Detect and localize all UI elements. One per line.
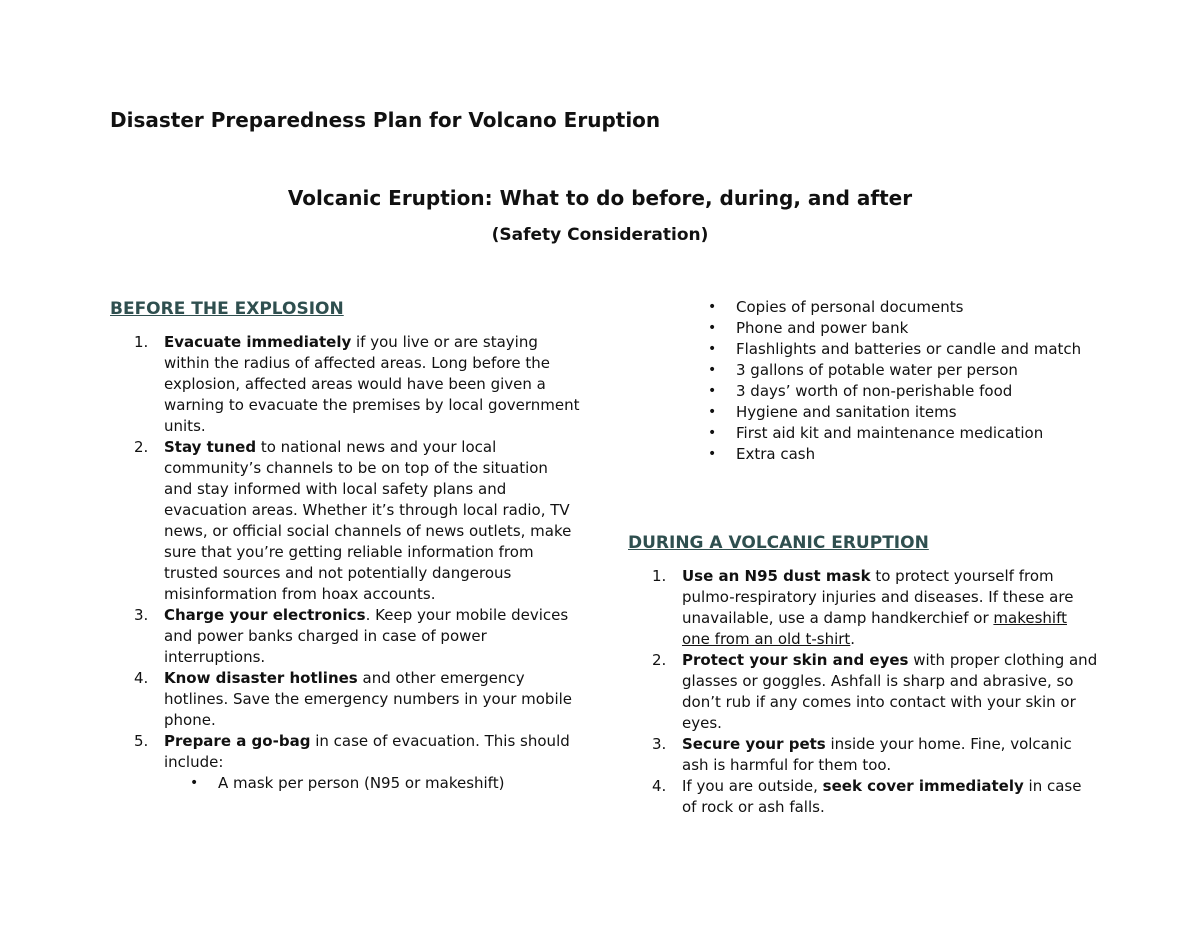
item-bold-text: Stay tuned — [164, 438, 257, 456]
bullet-text: Flashlights and batteries or candle and match — [736, 340, 1082, 358]
list-item — [110, 332, 580, 437]
item-text: if you live or are staying within the radius of affected areas. Long before the explosion, affected areas would have been given a warning to evacuate the premises by local government units. — [164, 333, 580, 435]
bullet-text: A mask per person (N95 or makeshift) — [218, 774, 505, 792]
bullet-icon: • — [708, 383, 717, 399]
list-item — [628, 318, 1098, 339]
item-bold-text: Know disaster hotlines — [164, 669, 358, 687]
list-item — [110, 773, 580, 794]
item-text: with proper clothing and glasses or goggles. Ashfall is sharp and abrasive, so don’t rub if any comes into contact with your skin or eyes. — [682, 651, 1098, 732]
item-text: in case of rock or ash falls. — [682, 777, 1082, 816]
list-item — [628, 734, 1098, 776]
item-text: and other emergency hotlines. Save the emergency numbers in your mobile phone. — [164, 669, 573, 729]
bullet-icon: • — [708, 425, 717, 441]
item-number: 4. — [652, 777, 667, 795]
list-item — [628, 339, 1098, 360]
bullet-text: Phone and power bank — [736, 319, 909, 337]
item-text: inside your home. Fine, volcanic ash is harmful for them too. — [682, 735, 1072, 774]
item-text: . Keep your mobile devices and power banks charged in case of power interruptions. — [164, 606, 569, 666]
during-section — [628, 532, 1098, 818]
bullet-icon: • — [708, 341, 717, 357]
item-text-end: . — [850, 630, 856, 648]
list-item — [628, 423, 1098, 444]
item-number: 2. — [652, 651, 667, 669]
bullet-icon: • — [708, 299, 717, 315]
bullet-text: Extra cash — [736, 445, 816, 463]
item-number: 3. — [134, 606, 149, 624]
item-number: 3. — [652, 735, 667, 753]
list-item — [628, 650, 1098, 734]
list-item — [110, 668, 580, 731]
page-title: Disaster Preparedness Plan for Volcano Eruption — [110, 108, 661, 132]
list-item — [628, 402, 1098, 423]
bullet-icon: • — [708, 404, 717, 420]
item-bold-text: Protect your skin and eyes — [682, 651, 909, 669]
item-bold-text: Secure your pets — [682, 735, 826, 753]
before-section — [110, 298, 580, 794]
item-bold-text: Charge your electronics — [164, 606, 366, 624]
item-number: 4. — [134, 669, 149, 687]
bullet-text: Hygiene and sanitation items — [736, 403, 957, 421]
item-bold-text: Use an N95 dust mask — [682, 567, 871, 585]
item-bold-text: Prepare a go-bag — [164, 732, 311, 750]
bullet-icon: • — [708, 446, 717, 462]
list-item — [110, 731, 580, 773]
bullet-text: 3 days’ worth of non-perishable food — [736, 382, 1013, 400]
item-text: to national news and your local community’s channels to be on top of the situation and stay informed with local safety plans and evacuation areas. Whether it’s through local radio, TV news, or official social channels of news outlets, make sure that you’re getting reliable information from trusted sources and not potentially dangerous misinformation from hoax accounts. — [164, 438, 572, 603]
item-number: 5. — [134, 732, 149, 750]
before-steps-list — [110, 332, 580, 773]
sub-heading: (Safety Consideration) — [491, 225, 709, 245]
item-number: 1. — [134, 333, 149, 351]
before-section-title: BEFORE THE EXPLOSION — [110, 299, 344, 319]
during-section-title: DURING A VOLCANIC ERUPTION — [628, 533, 929, 553]
list-item — [628, 360, 1098, 381]
list-item — [628, 381, 1098, 402]
bullet-icon: • — [190, 775, 199, 791]
list-item — [110, 605, 580, 668]
item-text-pre: If you are outside, — [682, 777, 823, 795]
during-steps-list — [628, 566, 1098, 818]
gobag-list-start — [110, 773, 580, 794]
item-bold-text: seek cover immediately — [822, 777, 1024, 795]
main-heading: Volcanic Eruption: What to do before, during, and after — [287, 186, 913, 210]
bullet-icon: • — [708, 320, 717, 336]
item-bold-text: Evacuate immediately — [164, 333, 352, 351]
makeshift-mask-link[interactable]: makeshift one from an old t-shirt — [682, 609, 1067, 648]
list-item — [628, 297, 1098, 318]
item-number: 2. — [134, 438, 149, 456]
gobag-section — [628, 297, 1098, 465]
bullet-text: First aid kit and maintenance medication — [736, 424, 1044, 442]
item-text: to protect yourself from pulmo-respiratory injuries and diseases. If these are unavailable, use a damp handkerchief or — [682, 567, 1074, 627]
bullet-text: Copies of personal documents — [736, 298, 964, 316]
list-item — [628, 444, 1098, 465]
bullet-icon: • — [708, 362, 717, 378]
gobag-list — [628, 297, 1098, 465]
item-number: 1. — [652, 567, 667, 585]
bullet-text: 3 gallons of potable water per person — [736, 361, 1018, 379]
list-item — [110, 437, 580, 605]
list-item — [628, 566, 1098, 650]
list-item — [628, 776, 1098, 818]
item-text: in case of evacuation. This should include: — [164, 732, 570, 771]
